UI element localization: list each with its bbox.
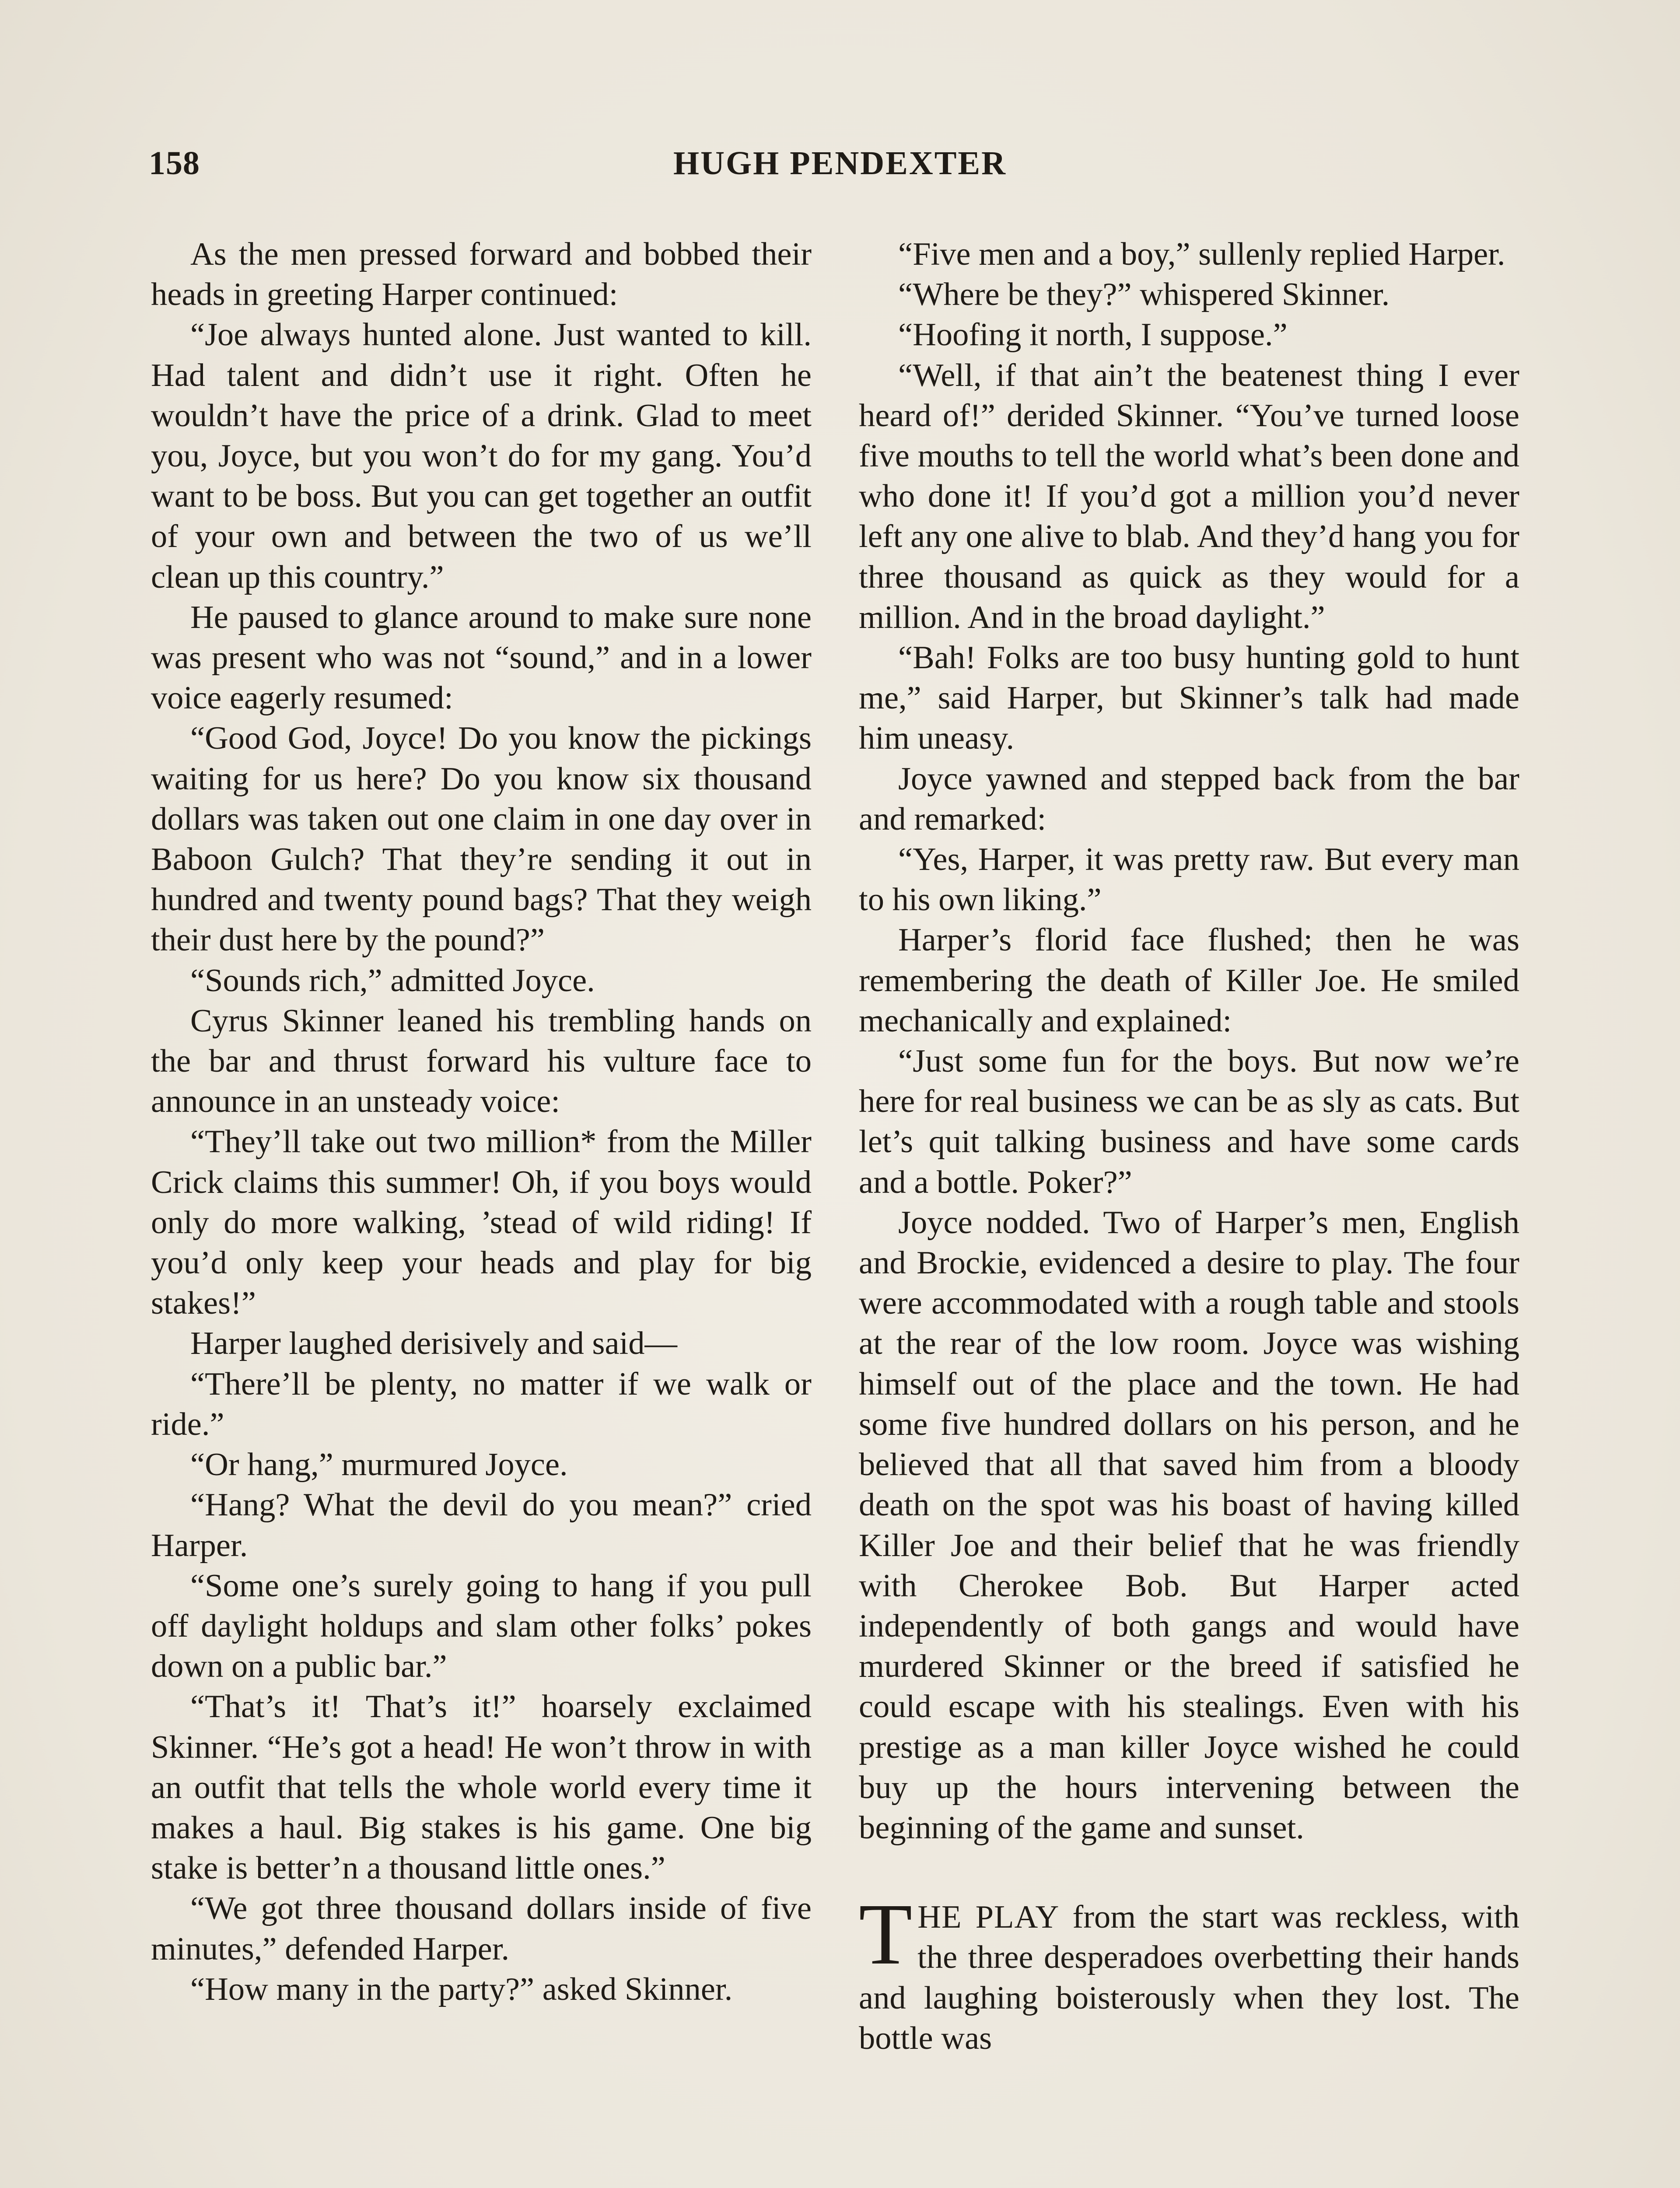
section-opening-paragraph <box>859 1886 1519 2058</box>
paragraph: “Bah! Folks are too busy hunting gold to hunt me,” said Harper, but Skinner’s talk had made him uneasy. <box>859 640 1519 757</box>
right-column <box>859 234 1519 2058</box>
paragraph: Harper’s florid face flushed; then he was remembering the death of Killer Joe. He smiled mechanically and explained: <box>859 922 1519 1039</box>
paragraph: “Some one’s surely going to hang if you pull off daylight holdups and slam other folks’ pokes down on a public bar.” <box>151 1567 812 1685</box>
paragraph: “There’ll be plenty, no matter if we walk or ride.” <box>151 1366 812 1442</box>
paragraph: “How many in the party?” asked Skinner. <box>190 1971 733 2007</box>
paragraph: “Well, if that ain’t the beatenest thing I ever heard of!” derided Skinner. “You’ve turned loose five mouths to tell the world what’s been done and who done it! If you’d got a million you’d never left any one alive to blab. And they’d hang you for three thousand as quick as they would for a million. And in the broad daylight.” <box>859 357 1519 635</box>
paragraph: “Joe always hunted alone. Just wanted to kill. Had talent and didn’t use it right. Often he wouldn’t have the price of a drink. Glad to meet you, Joyce, but you won’t do for my gang. You’d want to be boss. But you can get together an outfit of your own and between the two of us we’ll clean up this country.” <box>151 317 812 595</box>
paragraph: Joyce yawned and stepped back from the bar and remarked: <box>859 761 1519 837</box>
paragraph: “Just some fun for the boys. But now we’re here for real business we can be as sly as cats. But let’s quit talking business and have some cards and a bottle. Poker?” <box>859 1043 1519 1200</box>
paragraph: “Good God, Joyce! Do you know the pickings waiting for us here? Do you know six thousand dollars was taken out one claim in one day over in Baboon Gulch? That they’re sending it out in hundred and twenty pound bags? That they weigh their dust here by the pound?” <box>151 720 812 958</box>
section-text: from the start was reckless, with the three desperadoes overbetting their hands and laughing boisterously when they lost. The bottle was <box>859 1899 1519 2056</box>
paragraph: “That’s it! That’s it!” hoarsely exclaimed Skinner. “He’s got a head! He won’t throw in with an outfit that tells the whole world every time it makes a haul. Big stakes is his game. One big stake is better’n a thousand little ones.” <box>151 1689 812 1886</box>
paragraph: “Where be they?” whispered Skinner. <box>898 277 1390 313</box>
left-column <box>151 234 812 2009</box>
paragraph: “They’ll take out two million* from the Miller Crick claims this summer! Oh, if you boys would only do more walking, ’stead of wild riding! If you’d only keep your heads and play for big stakes!” <box>151 1124 812 1322</box>
paragraph: Joyce nodded. Two of Harper’s men, English and Brockie, evidenced a desire to play. The four were accommodated with a rough table and stools at the rear of the low room. Joyce was wishing himself out of the place and the town. He had some five hundred dollars on his person, and he believed that all that saved him from a bloody death on the spot was his boast of having killed Killer Joe and their belief that he was friendly with Cherokee Bob. But Harper acted independently of both gangs and would have murdered Skinner or the breed if satisfied he could escape with his stealings. Even with his prestige as a man killer Joyce wished he could buy up the hours intervening between the beginning of the game and sunset. <box>859 1204 1519 1846</box>
paragraph: “Hoofing it north, I suppose.” <box>898 317 1288 353</box>
paragraph: As the men pressed forward and bobbed their heads in greeting Harper continued: <box>151 236 812 313</box>
paragraph: “Hang? What the devil do you mean?” cried Harper. <box>151 1487 812 1564</box>
page-header <box>149 144 1531 197</box>
running-head: HUGH PENDEXTER <box>673 145 1007 182</box>
paragraph: “Yes, Harper, it was pretty raw. But every man to his own liking.” <box>859 842 1519 918</box>
paragraph: “Sounds rich,” admitted Joyce. <box>190 962 595 999</box>
page-number: 158 <box>149 145 200 182</box>
paragraph: “Five men and a boy,” sullenly replied Harper. <box>898 236 1505 272</box>
small-caps-lead: HE PLAY <box>917 1899 1060 1936</box>
paragraph: Cyrus Skinner leaned his trembling hands on the bar and thrust forward his vulture face to announce in an unsteady voice: <box>151 1003 812 1120</box>
paragraph: Harper laughed derisively and said— <box>190 1325 677 1362</box>
paragraph: “We got three thousand dollars inside of five minutes,” defended Harper. <box>151 1890 812 1967</box>
drop-cap: T <box>859 1886 913 1983</box>
paragraph: “Or hang,” murmured Joyce. <box>190 1447 568 1483</box>
paragraph: He paused to glance around to make sure none was present who was not “sound,” and in a lower voice eagerly resumed: <box>151 599 812 716</box>
